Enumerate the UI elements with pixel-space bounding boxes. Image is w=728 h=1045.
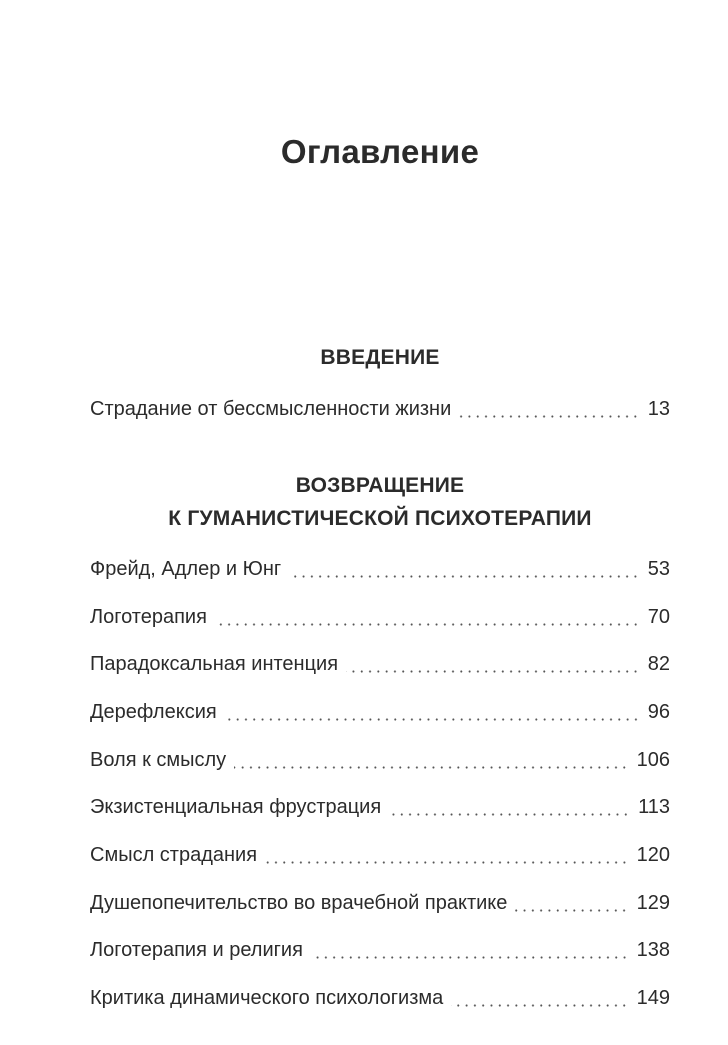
toc-entry-title: Душепопечительство во врачебной практике xyxy=(90,892,508,914)
toc-entry[interactable] xyxy=(90,987,670,1013)
section-heading-line: ВОЗВРАЩЕНИЕ xyxy=(295,474,465,497)
toc-entry-title: Фрейд, Адлер и Юнг xyxy=(90,558,282,580)
section-heading-line: ВВЕДЕНИЕ xyxy=(320,346,440,369)
toc-entry-page: 70 xyxy=(647,606,670,628)
toc-entry-page: 13 xyxy=(647,398,670,420)
dot-leader xyxy=(515,909,628,912)
toc-entry[interactable] xyxy=(90,844,670,870)
page-title: Оглавление xyxy=(280,133,480,170)
toc-entry[interactable] xyxy=(90,606,670,632)
toc-entry-page: 129 xyxy=(636,892,670,914)
dot-leader xyxy=(346,670,640,673)
toc-entry-title: Дерефлексия xyxy=(90,701,217,723)
dot-leader xyxy=(234,766,628,769)
toc-entry[interactable] xyxy=(90,558,670,584)
toc-entry-page: 106 xyxy=(636,749,670,771)
toc-entry[interactable] xyxy=(90,939,670,965)
section-heading-return-to-humanistic-psychotherapy xyxy=(0,469,728,535)
toc-entry[interactable] xyxy=(90,653,670,679)
toc-entry[interactable] xyxy=(90,796,670,822)
toc-entry[interactable] xyxy=(90,701,670,727)
dot-leader xyxy=(225,718,640,721)
section-heading-introduction xyxy=(0,341,728,374)
toc-entry-page: 138 xyxy=(636,939,670,961)
toc-entry-title: Критика динамического психологизма xyxy=(90,987,444,1009)
dot-leader xyxy=(451,1004,628,1007)
toc-entry-page: 120 xyxy=(636,844,670,866)
toc-entry-title: Смысл страдания xyxy=(90,844,258,866)
toc-entry[interactable] xyxy=(90,749,670,775)
toc-entry[interactable] xyxy=(90,398,670,424)
toc-entry-page: 53 xyxy=(647,558,670,580)
toc-entry-title: Логотерапия и религия xyxy=(90,939,303,961)
toc-entry-page: 96 xyxy=(647,701,670,723)
toc-entry-page: 149 xyxy=(636,987,670,1009)
toc-entry[interactable] xyxy=(90,892,670,918)
toc-entry-page: 113 xyxy=(638,796,670,818)
dot-leader xyxy=(265,861,629,864)
dot-leader xyxy=(311,956,629,959)
toc-entry-title: Воля к смыслу xyxy=(90,749,227,771)
dot-leader xyxy=(389,813,630,816)
section-heading-line: К ГУМАНИСТИЧЕСКОЙ ПСИХОТЕРАПИИ xyxy=(168,507,592,530)
dot-leader xyxy=(459,415,640,418)
toc-entry-title: Парадоксальная интенция xyxy=(90,653,339,675)
toc-entry-page: 82 xyxy=(647,653,670,675)
dot-leader xyxy=(215,623,640,626)
dot-leader xyxy=(289,575,640,578)
toc-entry-title: Страдание от бессмысленности жизни xyxy=(90,398,452,420)
toc-entry-title: Логотерапия xyxy=(90,606,207,628)
toc-entry-title: Экзистенциальная фрустрация xyxy=(90,796,382,818)
